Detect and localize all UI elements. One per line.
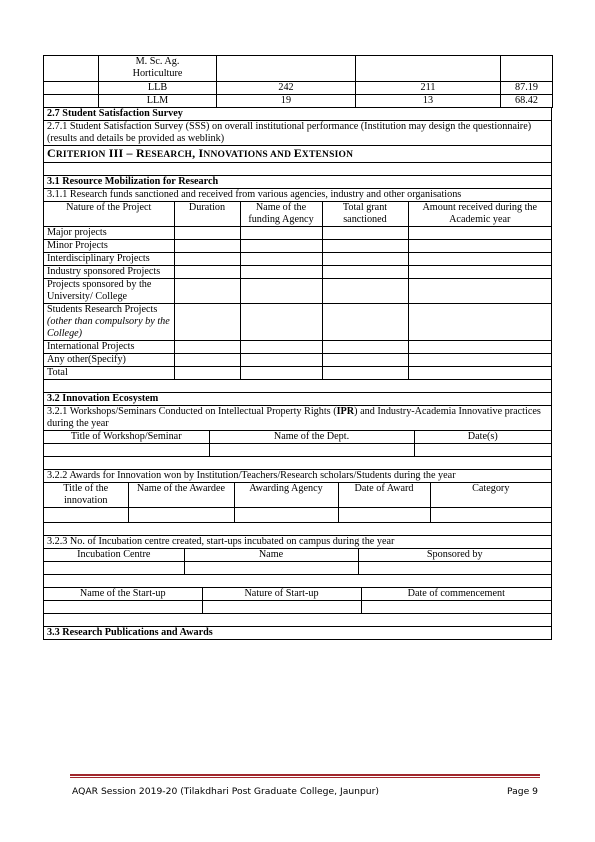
table-row: [44, 562, 551, 575]
column-header: Duration: [174, 202, 240, 227]
awards-table: [44, 483, 551, 522]
section-text: 3.1.1 Research funds sanctioned and received from various agencies, industry and other organisations: [44, 189, 552, 202]
column-header: Sponsored by: [358, 549, 551, 562]
section-text: 2.7.1 Student Satisfaction Survey (SSS) on overall institutional performance (Institution may design the questionnaire) (results and details be provided as weblink): [44, 121, 552, 146]
table-row: Total: [44, 367, 551, 380]
footer-title: AQAR Session 2019-20 (Tilakdhari Post Graduate College, Jaunpur): [72, 786, 379, 797]
table-row: Minor Projects: [44, 240, 551, 253]
section-heading: 3.3 Research Publications and Awards: [44, 627, 552, 640]
results-table: [43, 55, 553, 108]
value-cell: 87.19: [501, 82, 553, 95]
column-header: Awarding Agency: [234, 483, 338, 508]
table-row: Interdisciplinary Projects: [44, 253, 551, 266]
table-row: [44, 95, 553, 108]
value-cell: 211: [356, 82, 501, 95]
incubation-table: [44, 549, 551, 574]
workshops-table: [44, 431, 551, 456]
column-header: Date of commencement: [361, 588, 551, 601]
column-header: Category: [430, 483, 551, 508]
section-text: 3.2.1 Workshops/Seminars Conducted on Intellectual Property Rights (IPR) and Industry-Academia Innovative practices during the year: [44, 406, 552, 431]
column-header: Nature of Start-up: [202, 588, 361, 601]
column-header: Nature of the Project: [44, 202, 174, 227]
main-table: [43, 107, 552, 640]
table-header-row: [44, 549, 551, 562]
table-header-row: [44, 202, 551, 227]
table-row: Any other(Specify): [44, 354, 551, 367]
table-row: [44, 601, 551, 614]
page-number: Page 9: [506, 786, 538, 797]
table-row: Projects sponsored by the University/ College: [44, 279, 551, 304]
research-funds-table: [44, 202, 551, 379]
value-cell: 68.42: [501, 95, 553, 108]
value-cell: 19: [217, 95, 356, 108]
footer-rule: [70, 774, 540, 776]
column-header: Name of the Awardee: [128, 483, 234, 508]
table-header-row: [44, 588, 551, 601]
section-heading: 3.2 Innovation Ecosystem: [44, 393, 552, 406]
table-row: [44, 82, 553, 95]
table-row: Students Research Projects (other than compulsory by the College): [44, 304, 551, 341]
section-text: 3.2.3 No. of Incubation centre created, start-ups incubated on campus during the year: [44, 536, 552, 549]
column-header: Amount received during the Academic year: [408, 202, 551, 227]
table-header-row: [44, 483, 551, 508]
column-header: Name of the Start-up: [44, 588, 202, 601]
column-header: Date of Award: [338, 483, 430, 508]
column-header: Name: [184, 549, 358, 562]
table-header-row: [44, 431, 551, 444]
column-header: Title of Workshop/Seminar: [44, 431, 209, 444]
column-header: Incubation Centre: [44, 549, 184, 562]
section-text: 3.2.2 Awards for Innovation won by Institution/Teachers/Research scholars/Students during the year: [44, 470, 552, 483]
footer-rule-thin: [70, 777, 540, 778]
section-heading: 2.7 Student Satisfaction Survey: [44, 108, 552, 121]
column-header: Date(s): [414, 431, 551, 444]
program-cell: LLB: [99, 82, 217, 95]
startup-table: [44, 588, 551, 613]
table-row: [44, 444, 551, 457]
program-cell: M. Sc. Ag. Horticulture: [99, 56, 217, 82]
value-cell: 13: [356, 95, 501, 108]
column-header: Title of the innovation: [44, 483, 128, 508]
table-row: [44, 508, 551, 523]
column-header: Name of the Dept.: [209, 431, 414, 444]
table-row: International Projects: [44, 341, 551, 354]
table-row: Industry sponsored Projects: [44, 266, 551, 279]
column-header: Total grant sanctioned: [322, 202, 408, 227]
program-cell: LLM: [99, 95, 217, 108]
column-header: Name of the funding Agency: [240, 202, 322, 227]
value-cell: 242: [217, 82, 356, 95]
document-page: [43, 55, 552, 640]
table-row: [44, 56, 553, 82]
section-heading: 3.1 Resource Mobilization for Research: [44, 176, 552, 189]
criterion-heading: CRITERION III – RESEARCH, INNOVATIONS AND EXTENSION: [44, 146, 552, 163]
table-row: Major projects: [44, 227, 551, 240]
